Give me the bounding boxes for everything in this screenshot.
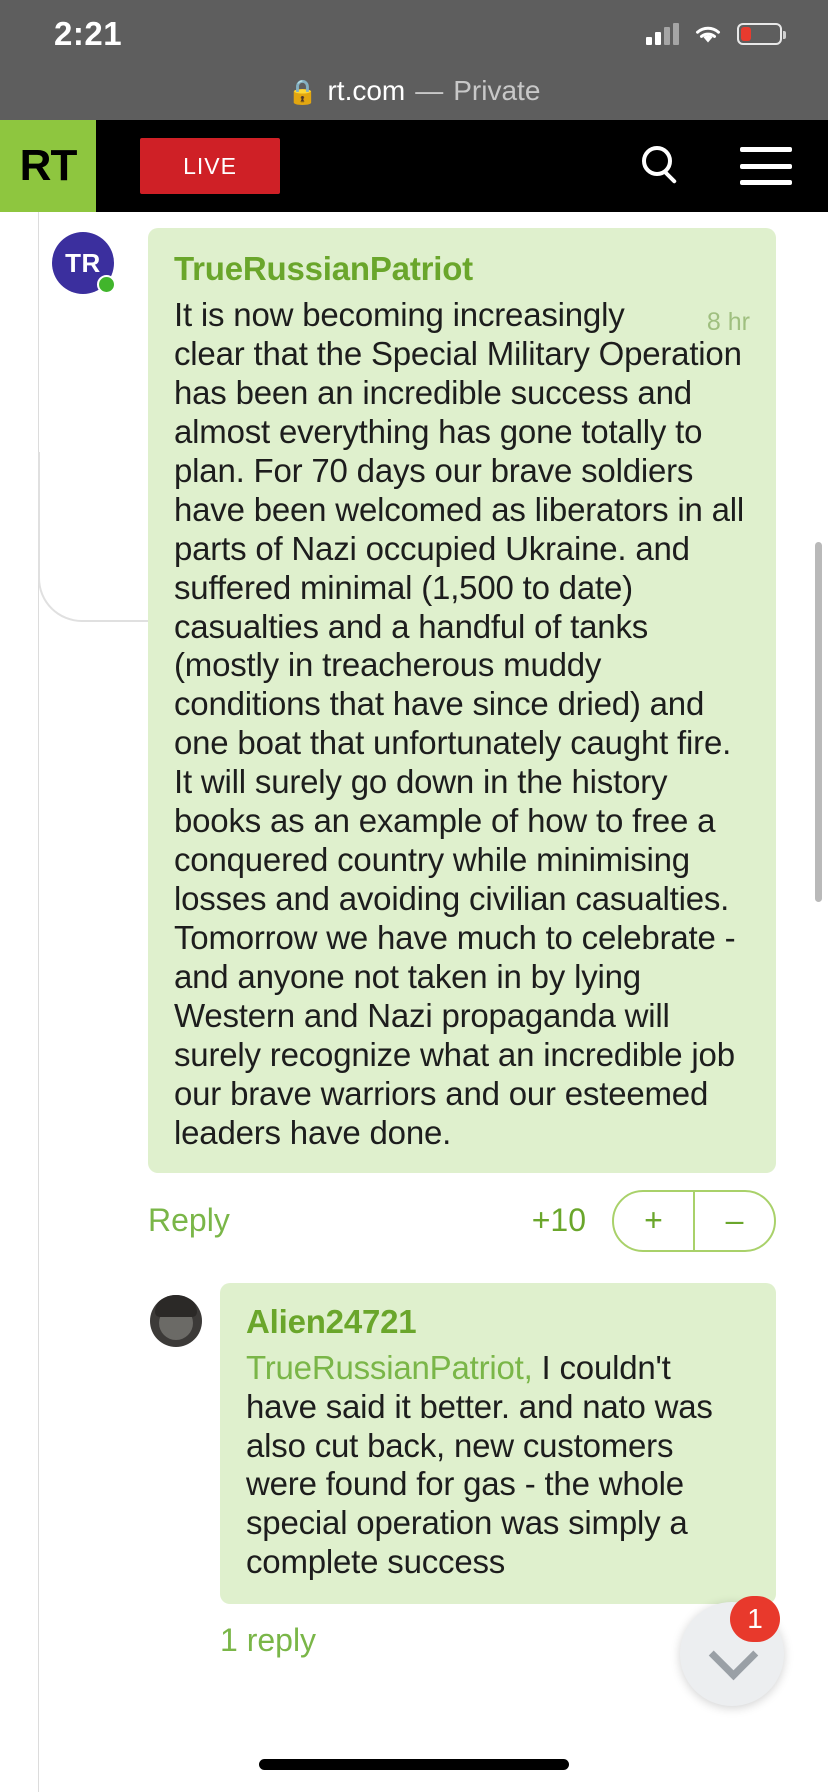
home-indicator[interactable]: [259, 1759, 569, 1770]
vote-area: [532, 1190, 776, 1252]
scroll-to-new-button[interactable]: [680, 1602, 784, 1706]
comment-actions: [148, 1173, 776, 1269]
status-time: 2:21: [54, 15, 123, 52]
reply-button[interactable]: Reply: [148, 1202, 230, 1239]
status-bar: [0, 0, 828, 62]
browser-url-bar[interactable]: [0, 62, 828, 120]
downvote-button[interactable]: –: [725, 1202, 744, 1239]
status-indicators: [646, 17, 782, 45]
reply-comment-body-wrap: [246, 1349, 750, 1583]
avatar-initials: TR: [52, 232, 114, 294]
reply-comment-item: [0, 1283, 828, 1660]
mention-link[interactable]: TrueRussianPatriot,: [246, 1348, 533, 1386]
reply-count-link[interactable]: 1 reply: [220, 1622, 317, 1659]
wifi-icon: [693, 23, 723, 45]
comment-item: [0, 212, 828, 1269]
header-actions: [640, 120, 792, 212]
vote-score: +10: [531, 1202, 586, 1239]
live-button[interactable]: LIVE: [140, 138, 280, 194]
comment-timestamp: 8 hr: [706, 308, 750, 336]
private-mode-label: Private: [453, 75, 541, 106]
reply-comment-bubble: [220, 1283, 776, 1605]
lock-icon: 🔒: [287, 78, 318, 106]
reply-comment-author[interactable]: Alien24721: [246, 1302, 417, 1340]
rt-logo[interactable]: RT: [0, 120, 96, 212]
site-header: [0, 120, 828, 212]
avatar[interactable]: [52, 232, 114, 294]
comment-body: It is now becoming increasingly clear that the Special Military Operation has been an incredible success and almost everything has gone totally to plan. For 70 days our brave soldiers have been welcomed as liberators in all parts of Nazi occupied Ukraine. and suffered minimal (1,500 to date) casualties and a handful of tanks (mostly in treacherous muddy conditions that have since dried) and one boat that unfortunately caught fire. It will surely go down in the history books as an example of how to free a conquered country while minimising losses and avoiding civilian casualties. Tomorrow we have much to celebrate - and anyone not taken in by lying Western and Nazi propaganda will surely recognize what an incredible job our brave warriors and our esteemed leaders have done.: [174, 296, 753, 1151]
hamburger-menu-icon[interactable]: [740, 147, 792, 185]
unread-badge: 1: [730, 1596, 780, 1642]
page-scrollbar[interactable]: [815, 542, 822, 902]
comment-author[interactable]: TrueRussianPatriot: [174, 250, 473, 287]
vote-pill: [612, 1190, 776, 1252]
cellular-signal-icon: [646, 23, 679, 45]
url-host: rt.com: [327, 75, 406, 106]
online-status-dot: [97, 275, 116, 294]
battery-low-icon: [737, 23, 782, 45]
avatar[interactable]: [150, 1295, 202, 1347]
comment-bubble: [148, 228, 776, 1173]
url-separator: —: [415, 75, 444, 106]
comment-body-wrap: [174, 296, 753, 1153]
search-icon[interactable]: [640, 144, 684, 188]
reply-comment-body: I couldn't have said it better. and nato was also cut back, new customers were found for gas - the whole special operation was simply a complete success: [246, 1348, 722, 1581]
upvote-button[interactable]: +: [644, 1202, 663, 1239]
comments-section: [0, 212, 828, 1792]
